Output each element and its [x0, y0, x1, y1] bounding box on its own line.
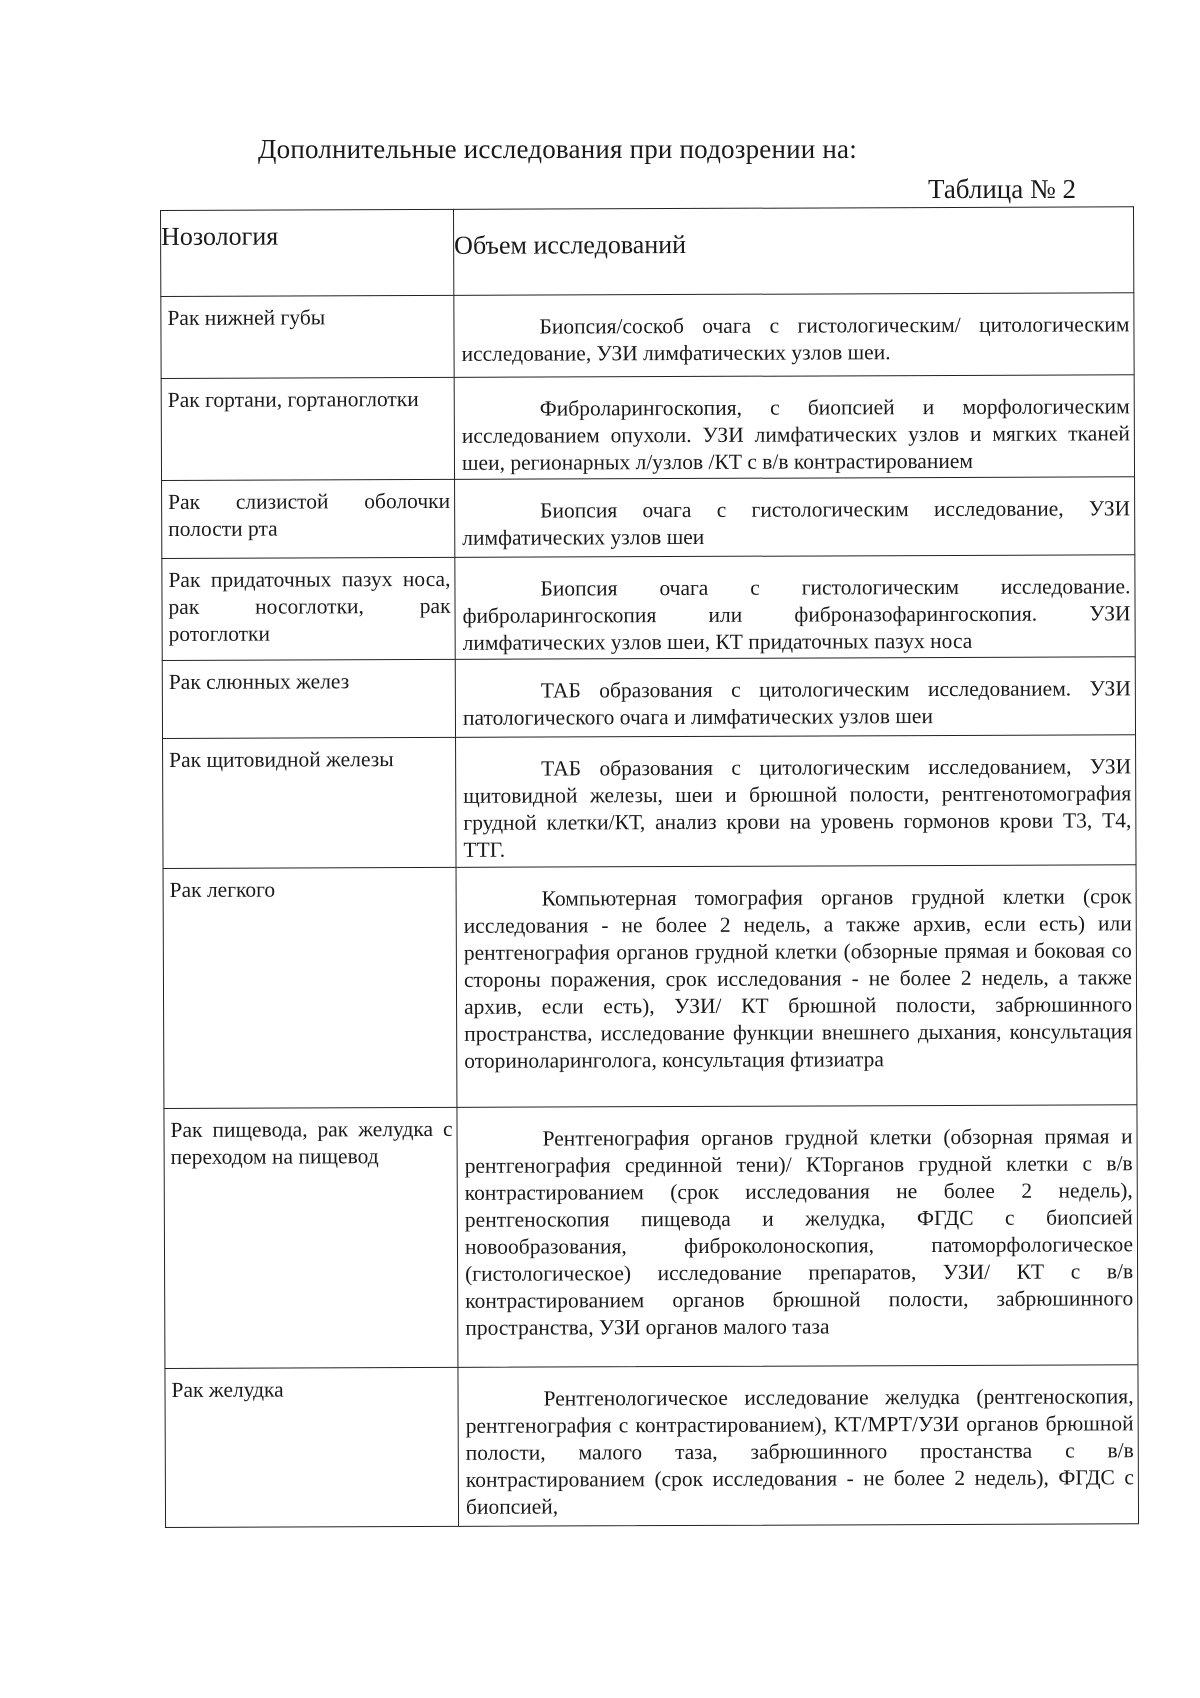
document-title: Дополнительные исследования при подозрении на: — [258, 134, 857, 164]
scope-text: Биопсия/соскоб очага с гистологическим/ цитологическим исследование, УЗИ лимфатических узлов шеи. — [461, 312, 1130, 366]
table-row — [161, 554, 1135, 660]
scope-cell — [454, 374, 1135, 479]
nosology-cell — [162, 737, 455, 868]
table-row — [161, 374, 1135, 480]
scope-cell — [455, 734, 1136, 867]
header-cell-nosology — [160, 209, 453, 296]
table-number-label: Таблица № 2 — [928, 174, 1076, 204]
scope-text: Компьютерная томография органов грудной клетки (срок исследования - не более 2 недель, а также архив, если есть) или рентгенография органов грудной клетки (обзорные прямая и боковая со стороны поражения, срок исследования - не более 2 недель, а также архив, если есть), УЗИ/ КТ брюшной полости, забрюшинного пространства, исследование функции внешнего дыхания, консультация оториноларинголога, консультация фтизиатра — [463, 884, 1133, 1073]
table-row — [163, 1104, 1138, 1368]
scope-cell — [457, 1364, 1139, 1527]
nosology-text: Рак желудка — [171, 1377, 284, 1402]
nosology-text: Рак пищевода, рак желудка с переходом на пищевод — [170, 1116, 453, 1169]
table-row — [161, 476, 1135, 558]
nosology-cell — [163, 1107, 457, 1368]
nosology-cell — [164, 1367, 458, 1528]
table-row — [162, 656, 1136, 738]
nosology-text: Рак нижней губы — [167, 305, 326, 330]
scope-cell — [456, 1104, 1138, 1367]
investigations-table — [160, 206, 1139, 1560]
nosology-cell — [160, 295, 453, 378]
nosology-cell — [161, 479, 454, 558]
nosology-text: Рак легкого — [169, 877, 276, 902]
nosology-cell — [161, 377, 454, 480]
header-scope: Объем исследований — [454, 229, 687, 260]
header-nosology: Нозология — [161, 221, 279, 251]
scope-cell — [453, 292, 1134, 377]
nosology-text: Рак придаточных пазух носа, рак носоглотки, рак ротоглотки — [168, 566, 451, 646]
scope-text: Рентгенография органов грудной клетки (обзорная прямая и рентгенография срединной тени)/ КТорганов грудной клетки с в/в контрастированием (срок исследования не более 2 недель), рентгеноскопия пищевода и желудка, ФГДС с биопсией новообразования, фиброколоноскопия, патоморфологическое (гистологическое) исследование препаратов, УЗИ/ КТ с в/в контрастированием органов брюшной полости, забрюшинного пространства, УЗИ органов малого таза — [464, 1124, 1134, 1340]
scope-cell — [454, 476, 1135, 557]
header-cell-scope — [453, 206, 1134, 295]
scope-cell — [454, 554, 1135, 659]
scope-text: Биопсия очага с гистологическим исследование. фиброларингоскопия или фиброназофарингоскопия. УЗИ лимфатических узлов шеи, КТ придаточных пазух носа — [462, 574, 1131, 655]
nosology-cell — [162, 659, 455, 738]
table-row — [162, 734, 1136, 868]
table-row — [160, 292, 1134, 378]
scope-text: Рентгенологическое исследование желудка (рентгеноскопия, рентгенография с контрастированием), КТ/МРТ/УЗИ органов брюшной полости, малого таза, забрюшинного простанства с в/в контрастированием (срок исследования - не более 2 недель), ФГДС с биопсией, — [465, 1384, 1134, 1519]
nosology-text: Рак слизистой оболочки полости рта — [168, 488, 451, 541]
scope-text: ТАБ образования с цитологическим исследованием, УЗИ щитовидной железы, шеи и брюшной полости, рентгенотомография грудной клетки/КТ, анализ крови на уровень гормонов крови Т3, Т4, ТТГ. — [463, 754, 1132, 862]
nosology-text: Рак щитовидной железы — [169, 747, 394, 772]
nosology-cell — [161, 557, 454, 660]
scope-cell — [455, 656, 1136, 737]
nosology-text: Рак слюнных желез — [168, 669, 350, 694]
scope-text: Фиброларингоскопия, с биопсией и морфологическим исследованием опухоли. УЗИ лимфатических узлов и мягких тканей шеи, регионарных л/узлов /КТ с в/в контрастированием — [461, 394, 1130, 475]
nosology-text: Рак гортани, гортаноглотки — [167, 387, 419, 412]
nosology-cell — [163, 867, 457, 1108]
table-header-row — [160, 206, 1134, 296]
scope-text: Биопсия очага с гистологическим исследование, УЗИ лимфатических узлов шеи — [462, 496, 1131, 550]
table-row — [163, 864, 1138, 1108]
scope-text: ТАБ образования с цитологическим исследованием. УЗИ патологического очага и лимфатических узлов шеи — [462, 676, 1131, 730]
table-row — [164, 1364, 1139, 1528]
scope-cell — [456, 864, 1138, 1107]
